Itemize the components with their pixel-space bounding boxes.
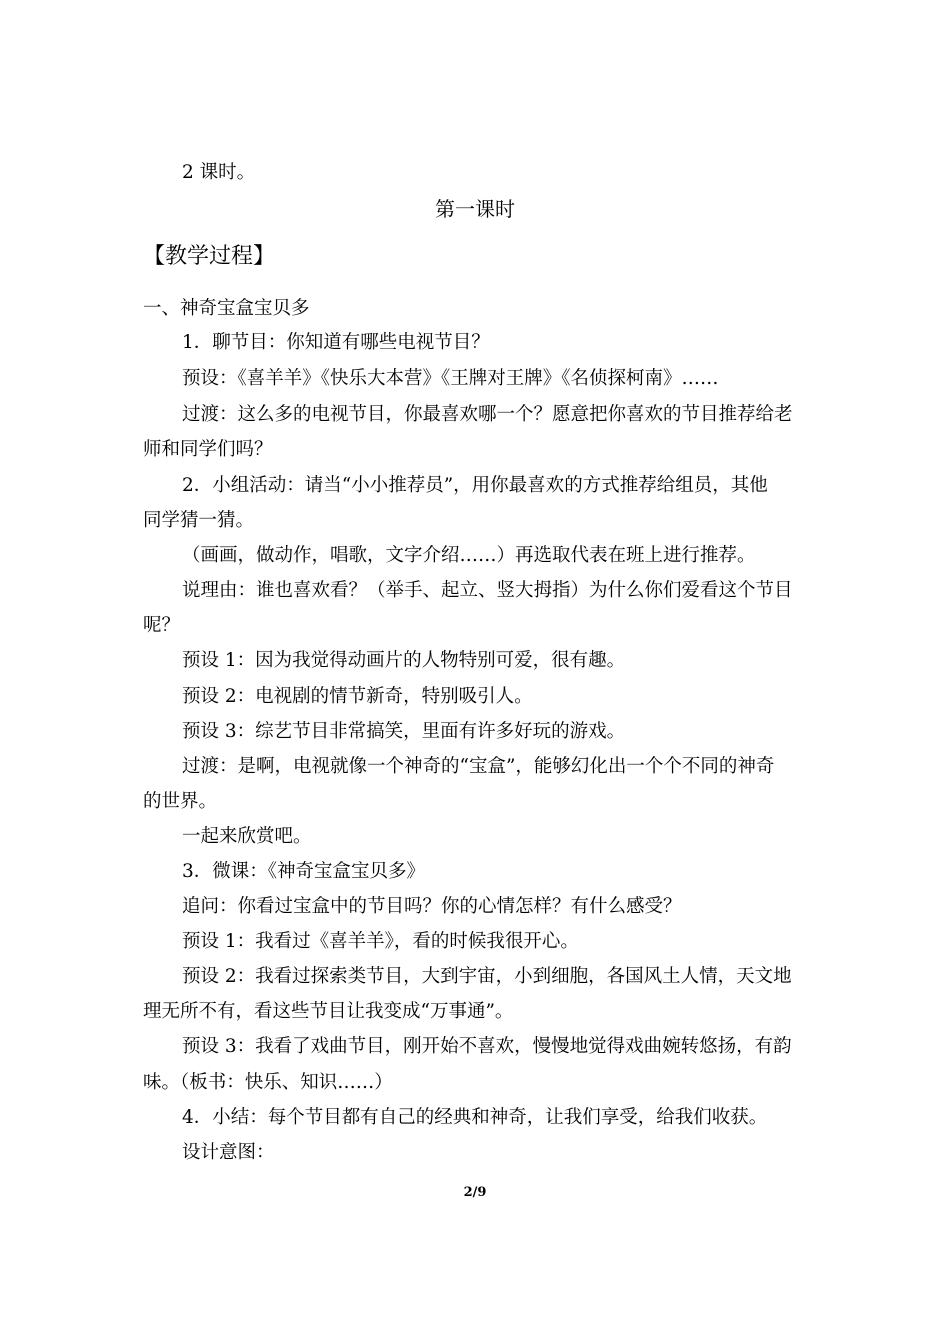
paragraph-line: 3．微课：《神奇宝盒宝贝多》 [182,861,426,882]
paragraph-line: 过渡：是啊，电视就像一个神奇的“宝盒”，能够幻化出一个个不同的神奇 [182,756,775,777]
paragraph-line: 的世界。 [143,791,218,812]
paragraph-line: 预设 1：因为我觉得动画片的人物特别可爱，很有趣。 [182,650,626,671]
paragraph-line: 追问：你看过宝盒中的节目吗？你的心情怎样？有什么感受？ [182,896,682,917]
paragraph-line: 预设：《喜羊羊》《快乐大本营》《王牌对王牌》《名侦探柯南》…… [182,368,719,389]
paragraph-line: 预设 2：我看过探索类节目，大到宇宙，小到细胞，各国风土人情，天文地 [182,966,792,987]
paragraph-line: 2．小组活动：请当“小小推荐员”，用你最喜欢的方式推荐给组员，其他 [182,475,768,496]
paragraph-line: 理无所不有，看这些节目让我变成“万事通”。 [143,1001,514,1022]
paragraph-line: 师和同学们吗？ [143,439,273,460]
paragraph-line: 同学猜一猜。 [143,510,255,531]
part-one-heading: 一、神奇宝盒宝贝多 [143,298,310,319]
paragraph-line: 一起来欣赏吧。 [182,826,312,847]
paragraph-line: 味。（板书：快乐、知识……） [143,1072,393,1093]
paragraph-line: 说理由：谁也喜欢看？（举手、起立、竖大拇指）为什么你们爱看这个节目 [182,580,793,601]
intro-line: 2 课时。 [182,162,256,183]
paragraph-line: 预设 1：我看过《喜羊羊》，看的时候我很开心。 [182,931,579,952]
paragraph-line: 设计意图： [182,1142,275,1163]
paragraph-line: 1．聊节目：你知道有哪些电视节目？ [182,332,490,353]
paragraph-line: 预设 3：综艺节目非常搞笑，里面有许多好玩的游戏。 [182,721,626,742]
page-number: 2/9 [463,1185,487,1200]
paragraph-line: 预设 3：我看了戏曲节目，刚开始不喜欢，慢慢地觉得戏曲婉转悠扬，有韵 [182,1036,792,1057]
paragraph-line: 4．小结：每个节目都有自己的经典和神奇，让我们享受，给我们收获。 [182,1107,768,1128]
paragraph-line: （画画，做动作，唱歌，文字介绍……）再选取代表在班上进行推荐。 [182,545,756,566]
paragraph-line: 过渡：这么多的电视节目，你最喜欢哪一个？愿意把你喜欢的节目推荐给老 [182,404,793,425]
paragraph-line: 预设 2：电视剧的情节新奇，特别吸引人。 [182,686,533,707]
paragraph-line: 呢？ [143,615,181,636]
lesson-title: 第一课时 [435,197,515,221]
section-heading: 【教学过程】 [143,244,276,269]
